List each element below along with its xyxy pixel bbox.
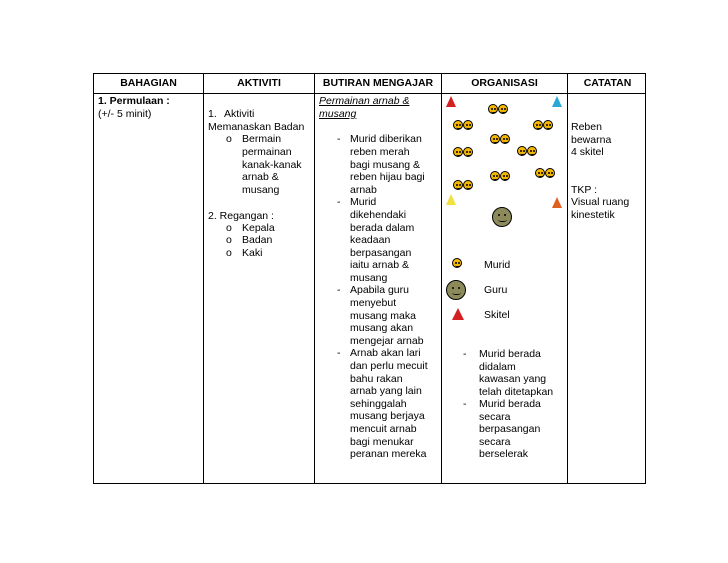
point-line: arnab	[350, 184, 377, 196]
legend-murid-label: Murid	[484, 259, 511, 271]
point-line: reben hijau bagi	[350, 171, 425, 183]
section-title: 1. Permulaan :	[98, 95, 170, 107]
legend-guru-label: Guru	[484, 284, 508, 296]
activity-item-1-cont: Memanaskan Badan	[208, 121, 305, 133]
murid-icon	[453, 147, 463, 157]
point-line: reben merah	[350, 146, 410, 158]
point-line: dikehendaki	[350, 209, 407, 221]
point-line: mencuit arnab	[350, 423, 417, 435]
skitel-red-icon	[446, 96, 456, 107]
point-line: bagi menukar	[350, 436, 414, 448]
sub-item-line: Bermain	[242, 133, 282, 145]
note-line: telah ditetapkan	[479, 386, 554, 398]
legend-murid-icon	[452, 258, 462, 268]
murid-icon	[543, 120, 553, 130]
header-organisasi: ORGANISASI	[471, 77, 538, 89]
header-catatan: CATATAN	[583, 77, 632, 89]
murid-icon	[533, 120, 543, 130]
dash: -	[337, 347, 341, 359]
point-line: mengejar arnab	[350, 335, 424, 347]
sub-item-line: kanak-kanak	[242, 159, 302, 171]
note-line: berpasangan	[479, 423, 541, 435]
murid-icon	[490, 171, 500, 181]
dash: -	[337, 284, 341, 296]
skitel-blue-icon	[552, 96, 562, 107]
sub-bullet: o	[226, 222, 232, 234]
murid-icon	[490, 134, 500, 144]
note-line: berselerak	[479, 448, 529, 460]
point-line: Murid diberikan	[350, 133, 422, 145]
legend-guru-icon	[446, 280, 466, 300]
column-divider	[314, 74, 315, 483]
point-line: sehinggalah	[350, 398, 407, 410]
point-line: menyebut	[350, 297, 397, 309]
point-line: Apabila guru	[350, 284, 409, 296]
murid-icon	[500, 171, 510, 181]
point-line: bagi musang &	[350, 159, 421, 171]
sub-bullet: o	[226, 247, 232, 259]
dash: -	[463, 398, 467, 410]
activity-item-1: Aktiviti	[224, 108, 255, 120]
sub-item: Badan	[242, 234, 273, 246]
murid-icon	[453, 120, 463, 130]
point-line: iaitu arnab &	[350, 259, 409, 271]
skitel-orange-icon	[552, 197, 562, 208]
sub-item-line: permainan	[242, 146, 292, 158]
point-line: bahu rakan	[350, 373, 403, 385]
column-divider	[203, 74, 204, 483]
murid-icon	[545, 168, 555, 178]
murid-icon	[463, 147, 473, 157]
sub-bullet: o	[226, 133, 232, 145]
note-line: didalam	[479, 361, 516, 373]
dash: -	[337, 133, 341, 145]
note-tkp: TKP :	[571, 184, 598, 196]
murid-icon	[463, 180, 473, 190]
dash: -	[337, 196, 341, 208]
column-divider	[567, 74, 568, 483]
point-line: musang akan	[350, 322, 414, 334]
activity-item-2: 2. Regangan :	[208, 210, 274, 222]
murid-icon	[488, 104, 498, 114]
murid-icon	[463, 120, 473, 130]
point-line: dan perlu mecuit	[350, 360, 428, 372]
dash: -	[463, 348, 467, 360]
lesson-plan-table	[93, 73, 646, 484]
header-butiran: BUTIRAN MENGAJAR	[322, 77, 434, 89]
murid-icon	[498, 104, 508, 114]
murid-icon	[517, 146, 527, 156]
game-title-cont: musang	[319, 108, 357, 120]
note-line: secara	[479, 436, 511, 448]
sub-bullet: o	[226, 234, 232, 246]
point-line: musang berjaya	[350, 410, 425, 422]
note-line: secara	[479, 411, 511, 423]
murid-icon	[500, 134, 510, 144]
game-title: Permainan arnab &	[319, 95, 410, 107]
note-tkp-line: Visual ruang	[571, 196, 630, 208]
point-line: musang maka	[350, 310, 416, 322]
point-line: musang	[350, 272, 388, 284]
murid-icon	[535, 168, 545, 178]
note-line: kawasan yang	[479, 373, 547, 385]
point-line: peranan mereka	[350, 448, 427, 460]
point-line: Murid	[350, 196, 377, 208]
sub-item-line: arnab &	[242, 171, 279, 183]
activity-number: 1.	[208, 108, 217, 120]
legend-skitel-label: Skitel	[484, 309, 510, 321]
header-aktiviti: AKTIVITI	[237, 77, 281, 89]
sub-item: Kepala	[242, 222, 275, 234]
header-bahagian: BAHAGIAN	[120, 77, 177, 89]
legend-skitel-icon	[452, 308, 464, 320]
point-line: berada dalam	[350, 222, 415, 234]
note-line: Murid berada	[479, 398, 541, 410]
header-divider	[94, 93, 645, 94]
point-line: arnab yang lain	[350, 385, 422, 397]
sub-item: Kaki	[242, 247, 263, 259]
note-line: Murid berada	[479, 348, 541, 360]
guru-icon	[492, 207, 512, 227]
point-line: keadaan	[350, 234, 391, 246]
skitel-yellow-icon	[446, 194, 456, 205]
sub-item-line: musang	[242, 184, 280, 196]
note-reben: Reben bewarna	[571, 121, 612, 146]
note-skitel: 4 skitel	[571, 146, 604, 158]
column-divider	[441, 74, 442, 483]
murid-icon	[453, 180, 463, 190]
section-time: (+/- 5 minit)	[98, 108, 152, 120]
note-tkp-line: kinestetik	[571, 209, 615, 221]
point-line: berpasangan	[350, 247, 412, 259]
point-line: Arnab akan lari	[350, 347, 421, 359]
murid-icon	[527, 146, 537, 156]
